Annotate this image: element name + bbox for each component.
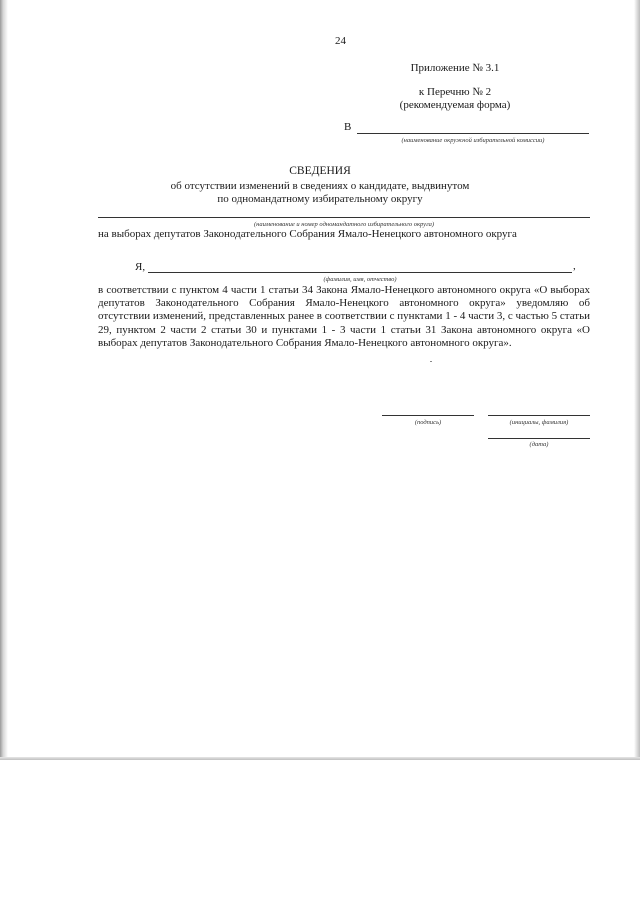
scan-speck: [430, 361, 432, 362]
addressee-caption: (наименование окружной избирательной комиссии): [401, 137, 545, 144]
page-number: 24: [335, 35, 346, 47]
subtitle-line-2: по одномандатному избирательному округу: [217, 193, 423, 205]
date-line: [488, 428, 590, 439]
elections-line: на выборах депутатов Законодательного Собрания Ямало-Ненецкого автономного округа: [98, 228, 517, 240]
declarant-caption: (фамилия, имя, отчество): [323, 276, 397, 283]
appendix-label: Приложение № 3.1: [410, 62, 500, 74]
page-edge-right: [634, 0, 640, 760]
date-caption: (дата): [529, 441, 549, 448]
addressee-field-line: [357, 123, 589, 134]
form-type-line: (рекомендуемая форма): [399, 99, 511, 111]
declarant-prefix: Я,: [135, 261, 146, 273]
addressee-prefix: В: [344, 121, 352, 133]
signature-line: [382, 405, 474, 416]
declarant-suffix: ,: [573, 260, 576, 272]
initials-caption: (инициалы, фамилия): [509, 419, 569, 426]
district-field-line: [98, 207, 590, 218]
list-reference-line: к Перечню № 2: [418, 86, 492, 98]
subtitle-line-1: об отсутствии изменений в сведениях о кандидате, выдвинутом: [170, 180, 470, 192]
initials-line: [488, 405, 590, 416]
list-reference: [380, 86, 530, 112]
district-caption: (наименование и номер одномандатного избирательного округа): [253, 221, 435, 228]
page-edge-bottom: [0, 757, 640, 760]
document-subtitle: [120, 180, 520, 206]
document-title: СВЕДЕНИЯ: [289, 165, 351, 177]
declarant-name-line: [148, 262, 572, 273]
body-paragraph: в соответствии с пунктом 4 части 1 статьи 34 Закона Ямало-Ненецкого автономного округа «О выборах депутатов Законодательного Собрания Ямало-Ненецкого автономного округа» уведомляю об отсутствии изменений, представленных ранее в соответствии с пунктами 1 - 4 части 3, с частью 5 статьи 29, пунктом 2 части 2 статьи 30 и пунктами 1 - 3 части 1 статьи 31 Закона автономного округа «О выборах депутатов Законодательного Собрания Ямало-Ненецкого автономного округа».: [98, 284, 590, 349]
page-edge-left: [0, 0, 8, 760]
signature-caption: (подпись): [414, 419, 442, 426]
